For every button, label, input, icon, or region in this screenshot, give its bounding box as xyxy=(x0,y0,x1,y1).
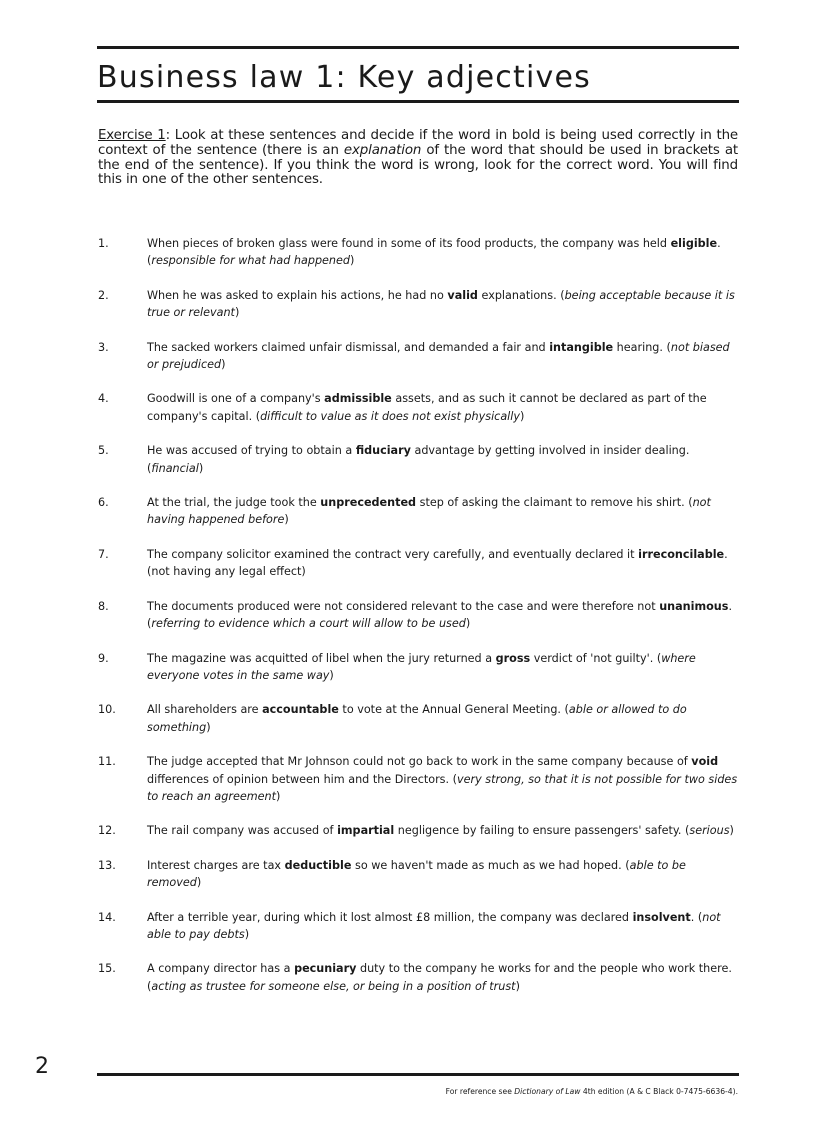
footer-prefix: For reference see xyxy=(445,1087,515,1096)
item-bold-word: admissible xyxy=(324,392,392,406)
intro-emphasis: explanation xyxy=(343,142,422,158)
item-text-before: The rail company was accused of xyxy=(147,824,338,838)
item-bold-word: eligible xyxy=(670,237,718,250)
item-number: 4. xyxy=(98,392,109,406)
item-definition: not having happened before xyxy=(147,496,711,527)
item-bold-word: pecuniary xyxy=(294,962,357,976)
exercise-label: Exercise 1 xyxy=(98,128,166,143)
item-number: 3. xyxy=(98,340,109,354)
item-definition: very strong, so that it is not possible for two sides to reach an agreement xyxy=(147,772,738,803)
item-close: ) xyxy=(729,824,734,838)
item-text-after: advantage by getting involved in insider dealing. ( xyxy=(147,444,690,475)
item-text-after: hearing. ( xyxy=(613,340,671,354)
item-text-before: He was accused of trying to obtain a xyxy=(147,444,356,458)
sentence-list xyxy=(98,235,738,1012)
item-number: 10. xyxy=(98,703,116,717)
item-bold-word: insolvent xyxy=(632,910,691,924)
item-definition: responsible for what had happened xyxy=(151,254,350,268)
item-bold-word: unprecedented xyxy=(320,496,417,510)
page-number: 2 xyxy=(35,1054,49,1079)
item-text-after: . ( xyxy=(147,237,721,268)
list-item xyxy=(98,909,738,944)
item-close: ) xyxy=(465,617,471,631)
item-definition: able to be removed xyxy=(147,858,686,890)
item-text-before: The company solicitor examined the contract very carefully, and eventually declared it xyxy=(147,547,639,561)
item-text-after: to vote at the Annual General Meeting. ( xyxy=(338,703,569,717)
item-close: ) xyxy=(234,306,240,320)
item-close: ) xyxy=(198,461,204,475)
item-close: ) xyxy=(244,927,250,941)
item-bold-word: fiduciary xyxy=(355,444,411,458)
item-text-after: differences of opinion between him and the Directors. ( xyxy=(147,772,457,786)
exercise-instructions xyxy=(98,129,738,188)
list-item xyxy=(98,650,738,685)
item-text-after: negligence by failing to ensure passengers' safety. ( xyxy=(394,824,690,838)
item-close: ) xyxy=(284,513,289,527)
item-bold-word: accountable xyxy=(262,703,339,717)
item-text-before: The judge accepted that Mr Johnson could not go back to work in the same company because of xyxy=(147,755,692,769)
footer-book-title: Dictionary of Law xyxy=(514,1087,581,1096)
item-number: 8. xyxy=(98,599,109,613)
item-text-after: . (not having any legal effect) xyxy=(147,547,728,579)
item-definition: being acceptable because it is true or relevant xyxy=(147,288,735,320)
item-bold-word: valid xyxy=(447,288,478,302)
item-number: 6. xyxy=(98,496,109,510)
item-text-after: explanations. ( xyxy=(477,288,565,302)
item-close: ) xyxy=(515,979,520,993)
list-item xyxy=(98,546,738,581)
item-definition: difficult to value as it does not exist physically xyxy=(260,409,521,423)
item-number: 5. xyxy=(98,444,109,458)
item-text-after: . ( xyxy=(690,910,703,924)
item-close: ) xyxy=(329,668,334,682)
item-close: ) xyxy=(221,358,226,372)
item-text-before: A company director has a xyxy=(147,962,295,976)
item-text-before: The magazine was acquitted of libel when the jury returned a xyxy=(147,651,496,665)
list-item xyxy=(98,598,738,633)
item-number: 2. xyxy=(98,288,109,302)
item-text-before: At the trial, the judge took the xyxy=(147,496,321,510)
item-number: 12. xyxy=(98,824,116,838)
list-item xyxy=(98,753,738,805)
item-definition: serious xyxy=(689,824,730,838)
item-text-after: step of asking the claimant to remove his shirt. ( xyxy=(416,496,693,510)
reference-footer xyxy=(446,1087,738,1097)
item-bold-word: gross xyxy=(495,651,531,665)
item-bold-word: intangible xyxy=(549,340,614,354)
item-bold-word: irreconcilable xyxy=(638,547,725,561)
item-number: 14. xyxy=(98,910,116,924)
item-number: 15. xyxy=(98,962,116,976)
item-number: 7. xyxy=(98,547,109,561)
top-rule xyxy=(97,46,739,49)
item-text-after: so we haven't made as much as we had hoped. ( xyxy=(351,858,630,872)
item-close: ) xyxy=(196,876,202,890)
list-item xyxy=(98,822,738,839)
item-text-after: assets, and as such it cannot be declared as part of the company's capital. ( xyxy=(147,392,707,423)
item-definition: able or allowed to do something xyxy=(147,703,687,734)
list-item xyxy=(98,235,738,270)
item-text-before: When he was asked to explain his actions, he had no xyxy=(147,288,448,302)
list-item xyxy=(98,339,738,374)
intro-text-before: : Look at these sentences and decide if the word in bold is being used correctly in the context of the sentence (there is an xyxy=(98,128,739,158)
item-text-before: After a terrible year, during which it lost almost £8 million, the company was declared xyxy=(147,910,633,924)
page-title: Business law 1: Key adjectives xyxy=(97,60,591,95)
item-bold-word: unanimous xyxy=(659,599,729,613)
item-bold-word: void xyxy=(691,755,719,769)
list-item xyxy=(98,701,738,736)
item-number: 9. xyxy=(98,651,109,665)
item-close: ) xyxy=(520,409,525,423)
item-text-after: duty to the company he works for and the people who work there. ( xyxy=(147,962,732,993)
item-close: ) xyxy=(350,254,355,268)
item-close: ) xyxy=(206,720,211,734)
item-text-before: Interest charges are tax xyxy=(147,858,285,872)
item-close: ) xyxy=(276,789,281,803)
list-item xyxy=(98,442,738,477)
item-text-before: The documents produced were not considered relevant to the case and were therefore not xyxy=(147,599,660,613)
item-text-before: When pieces of broken glass were found in some of its food products, the company was held xyxy=(147,237,671,250)
item-definition: financial xyxy=(151,461,199,475)
item-text-before: All shareholders are xyxy=(147,703,263,717)
item-text-after: verdict of 'not guilty'. ( xyxy=(530,651,662,665)
item-text-before: Goodwill is one of a company's xyxy=(147,392,325,406)
item-definition: acting as trustee for someone else, or being in a position of trust xyxy=(151,979,516,993)
list-item xyxy=(98,494,738,529)
item-definition: referring to evidence which a court will allow to be used xyxy=(151,617,466,631)
item-text-after: . ( xyxy=(147,599,732,631)
item-definition: not biased or prejudiced xyxy=(147,340,730,372)
item-definition: not able to pay debts xyxy=(147,910,721,941)
item-text-before: The sacked workers claimed unfair dismissal, and demanded a fair and xyxy=(147,340,550,354)
title-rule xyxy=(97,100,739,103)
item-bold-word: impartial xyxy=(337,824,395,838)
list-item xyxy=(98,960,738,995)
item-number: 1. xyxy=(98,237,109,250)
list-item xyxy=(98,857,738,892)
footer-suffix: 4th edition (A & C Black 0-7475-6636-4). xyxy=(580,1087,738,1096)
intro-text-after: of the word that should be used in brackets at the end of the sentence). If you think the word is wrong, look for the correct word. You will find this in one of the other sentences. xyxy=(98,142,738,188)
item-number: 11. xyxy=(98,755,116,769)
item-definition: where everyone votes in the same way xyxy=(147,651,696,682)
bottom-rule xyxy=(97,1073,739,1076)
list-item xyxy=(98,287,738,322)
item-bold-word: deductible xyxy=(284,858,352,872)
list-item xyxy=(98,390,738,425)
item-number: 13. xyxy=(98,858,116,872)
